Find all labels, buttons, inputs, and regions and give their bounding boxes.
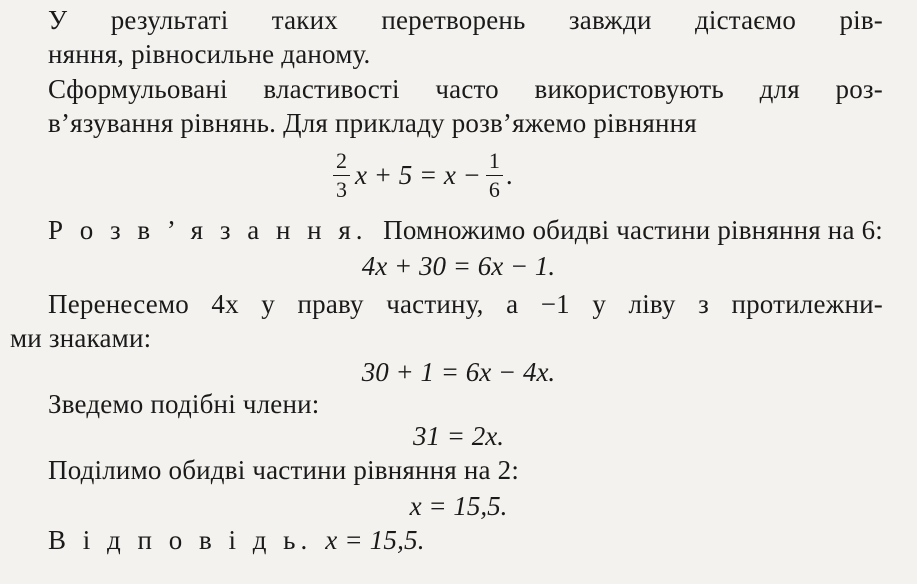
equation-2-text: 4x + 30 = 6x − 1. (361, 251, 556, 281)
fraction-denominator: 3 (336, 176, 347, 202)
paragraph-1-line-1: У результаті таких перетворень завжди дістаємо рів- (48, 5, 883, 35)
paragraph-2-line-2: в’язування рівнянь. Для прикладу розв’яжемо рівняння (48, 108, 697, 138)
fraction-bar (486, 175, 503, 176)
paragraph-4: Зведемо подібні члени: (48, 389, 320, 419)
equation-1-middle: x + 5 = x − (355, 159, 481, 190)
fraction-numerator: 1 (488, 147, 500, 173)
paragraph-1-line-2: няння, рівносильне даному. (48, 39, 371, 69)
paragraph-3-line-2: ми знаками: (10, 323, 152, 353)
fraction-two-thirds (333, 149, 350, 202)
solution-label: Р о з в ’ я з а н н я. (48, 215, 368, 245)
equation-2 (0, 250, 917, 282)
paragraph-2-line-1: Сформульовані властивості часто використовують для роз- (48, 74, 883, 104)
equation-3-text: 30 + 1 = 6x − 4x. (361, 357, 556, 387)
solution-text: Помножимо обидві частини рівняння на 6: (383, 215, 883, 245)
fraction-one-sixth (486, 149, 503, 202)
equation-3 (0, 356, 917, 388)
paragraph-3-line-1: Перенесемо 4x у праву частину, а −1 у ліву з протилежни- (48, 289, 883, 319)
answer-value: x = 15,5. (325, 525, 425, 555)
equation-4 (0, 420, 917, 452)
paragraph-5: Поділимо обидві частини рівняння на 2: (48, 455, 520, 485)
solution-line (48, 214, 883, 246)
equation-1-end: . (505, 159, 513, 190)
answer-line (48, 524, 425, 556)
equation-5-text: x = 15,5. (409, 491, 508, 521)
equation-5 (0, 490, 917, 522)
fraction-bar (333, 175, 350, 176)
fraction-numerator: 2 (336, 147, 347, 173)
fraction-denominator: 6 (488, 176, 500, 202)
equation-4-text: 31 = 2x. (413, 421, 504, 451)
equation-1 (330, 140, 513, 210)
answer-label: В і д п о в і д ь. (48, 525, 313, 555)
